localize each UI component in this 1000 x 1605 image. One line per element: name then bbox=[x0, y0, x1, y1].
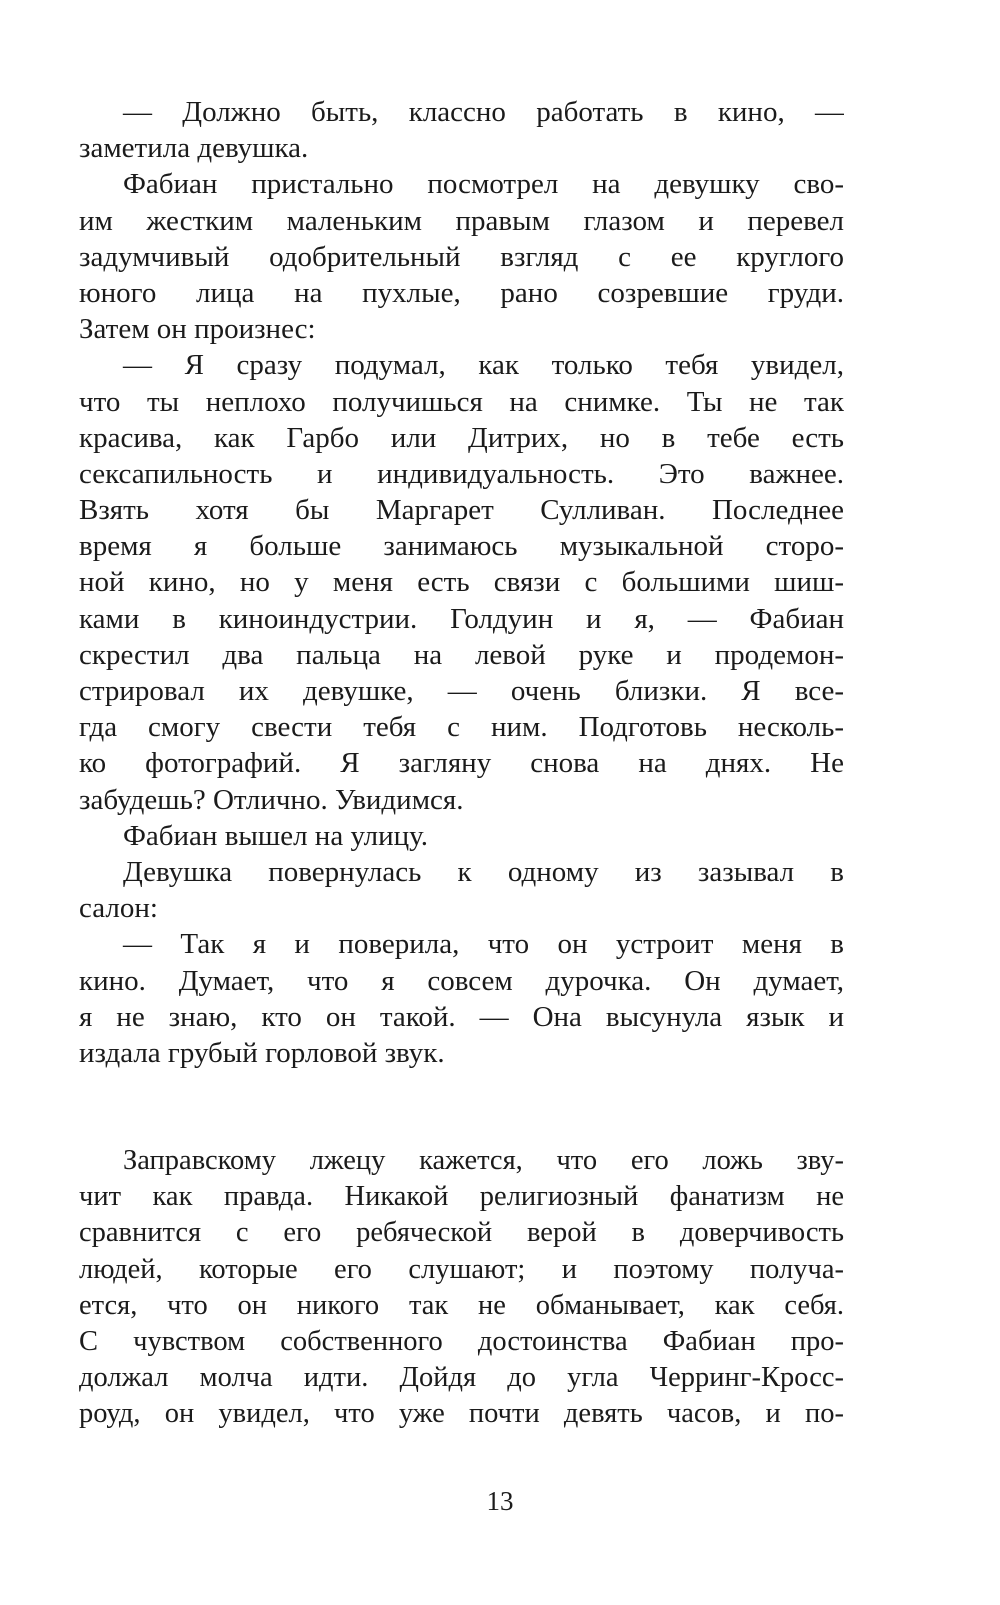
section-2 bbox=[79, 1143, 844, 1433]
text-line: ками в киноиндустрии. Голдуин и я, — Фабиан bbox=[79, 602, 844, 635]
text-line: — Так я и поверила, что он устроит меня в bbox=[123, 928, 844, 961]
text-line: время я больше занимаюсь музыкальной сторо- bbox=[79, 530, 844, 563]
text-line: ко фотографий. Я загляну снова на днях. Не bbox=[79, 747, 844, 780]
text-line: Фабиан вышел на улицу. bbox=[123, 819, 429, 852]
text-line: ется, что он никого так не обманывает, как себя. bbox=[79, 1289, 844, 1321]
text-line: гда смогу свести тебя с ним. Подготовь несколь- bbox=[79, 711, 844, 744]
text-line: — Я сразу подумал, как только тебя увидел, bbox=[123, 349, 844, 382]
text-line: стрировал их девушке, — очень близки. Я все- bbox=[79, 675, 844, 707]
page-number: 13 bbox=[486, 1486, 514, 1516]
text-line: что ты неплохо получишься на снимке. Ты не так bbox=[79, 385, 844, 418]
text-line: издала грубый горловой звук. bbox=[79, 1036, 445, 1069]
text-line: ной кино, но у меня есть связи с большими шиш- bbox=[79, 566, 844, 599]
text-line: задумчивый одобрительный взгляд с ее круглого bbox=[79, 240, 844, 273]
text-line: я не знаю, кто он такой. — Она высунула язык и bbox=[79, 1000, 844, 1033]
text-line: — Должно быть, классно работать в кино, — bbox=[123, 96, 844, 128]
text-line: скрестил два пальца на левой руке и продемон- bbox=[79, 638, 844, 671]
text-line: красива, как Гарбо или Дитрих, но в тебе есть bbox=[79, 421, 844, 454]
text-line: Взять хотя бы Маргарет Сулливан. Последнее bbox=[79, 494, 844, 527]
text-line: людей, которые его слушают; и поэтому получа- bbox=[79, 1253, 844, 1285]
text-line: Затем он произнес: bbox=[79, 313, 316, 346]
text-line: Заправскому лжецу кажется, что его ложь зву- bbox=[123, 1145, 844, 1177]
text-line: должал молча идти. Дойдя до угла Черринг-Кросс- bbox=[79, 1362, 844, 1394]
text-line: им жестким маленьким правым глазом и перевел bbox=[79, 204, 844, 237]
section-1 bbox=[79, 94, 844, 1071]
text-line: кино. Думает, что я совсем дурочка. Он думает, bbox=[79, 964, 844, 997]
text-line: роуд, он увидел, что уже почти девять часов, и по- bbox=[79, 1398, 844, 1430]
page-body bbox=[79, 94, 844, 1433]
text-line: Фабиан пристально посмотрел на девушку сво- bbox=[123, 168, 844, 201]
text-line: заметила девушка. bbox=[79, 132, 309, 165]
section-break bbox=[79, 1071, 844, 1143]
text-line: сравнится с его ребяческой верой в доверчивость bbox=[79, 1217, 844, 1249]
text-line: салон: bbox=[79, 892, 158, 925]
text-line: юного лица на пухлые, рано созревшие груди. bbox=[79, 276, 844, 309]
text-line: забудешь? Отлично. Увидимся. bbox=[79, 783, 464, 816]
text-line: чит как правда. Никакой религиозный фанатизм не bbox=[79, 1181, 844, 1213]
text-line: сексапильность и индивидуальность. Это важнее. bbox=[79, 457, 844, 490]
text-line: Девушка повернулась к одному из зазывал в bbox=[123, 855, 844, 888]
text-line: С чувством собственного достоинства Фабиан про- bbox=[79, 1326, 844, 1357]
